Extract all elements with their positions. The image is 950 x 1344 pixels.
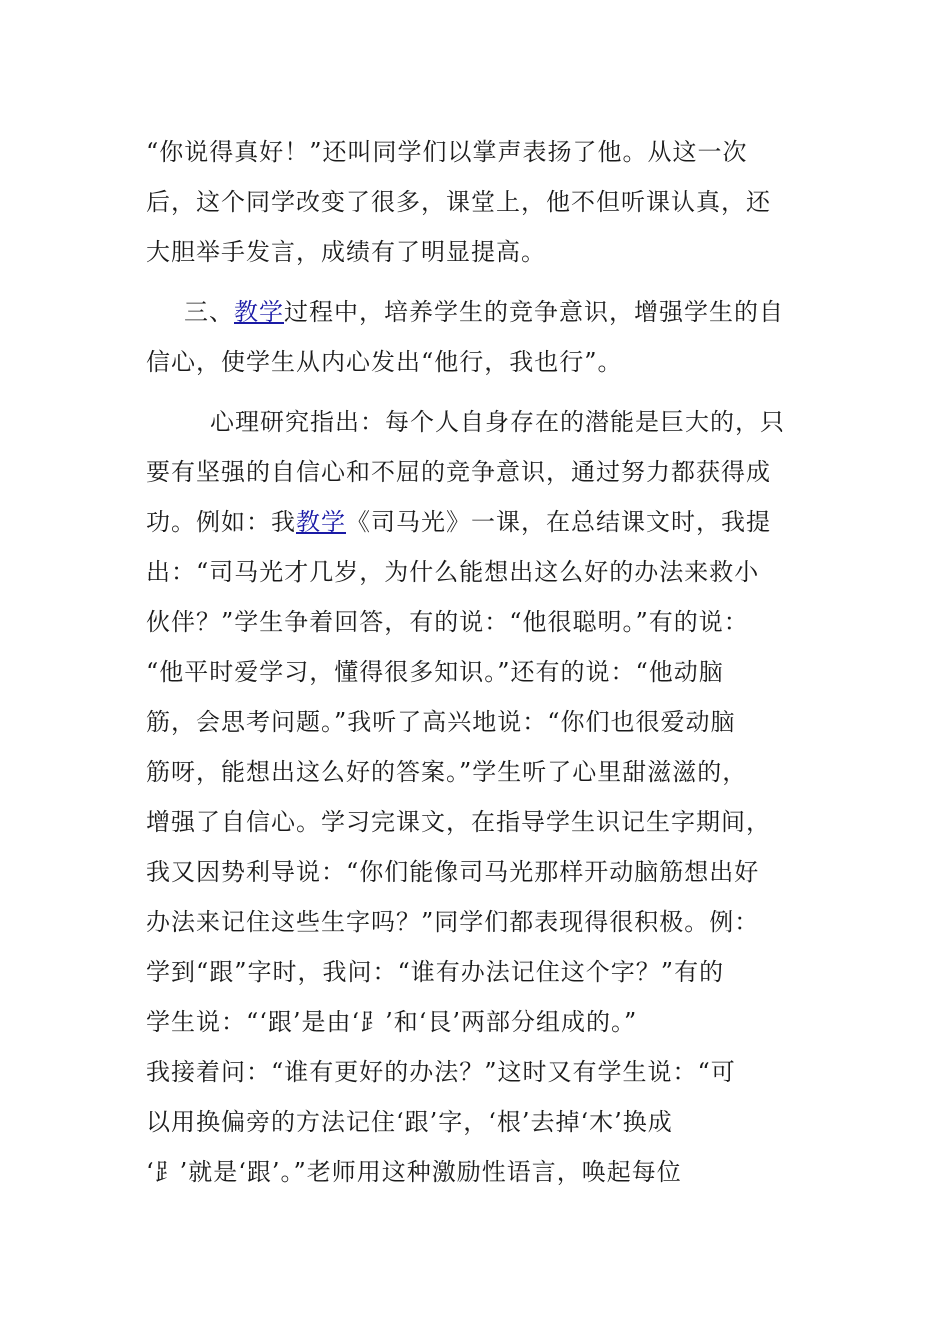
text-line: 学生说：“‘跟’是由‘⻊’和‘艮’两部分组成的。” — [146, 1008, 638, 1036]
text-line: 以用换偏旁的方法记住‘跟’字，‘根’去掉‘木’换成 — [146, 1108, 673, 1136]
text-line: 信心，使学生从内心发出“他行，我也行”。 — [146, 348, 623, 376]
text-line — [146, 502, 806, 542]
link-teaching[interactable]: 教学 — [234, 298, 284, 326]
heading-prefix: 三、 — [184, 298, 234, 326]
section-heading-three — [184, 292, 844, 332]
link-teaching[interactable]: 教学 — [296, 508, 346, 536]
text-segment: 《司马光》一课，在总结课文时，我提 — [346, 508, 771, 536]
text-line: 要有坚强的自信心和不屈的竞争意识，通过努力都获得成 — [146, 458, 771, 486]
text-line: 筋呀，能想出这么好的答案。”学生听了心里甜滋滋的， — [146, 758, 748, 786]
paragraph-start: 心理研究指出：每个人自身存在的潜能是巨大的，只 — [210, 408, 785, 436]
text-segment: 功。例如：我 — [146, 508, 296, 536]
text-line: 办法来记住这些生字吗？”同学们都表现得很积极。例： — [146, 908, 760, 936]
text-line: 增强了自信心。学习完课文，在指导学生识记生字期间， — [146, 808, 771, 836]
text-line: 我又因势利导说：“你们能像司马光那样开动脑筋想出好 — [146, 858, 760, 886]
heading-text: 过程中，培养学生的竞争意识，增强学生的自 — [284, 298, 784, 326]
text-line: 筋，会思考问题。”我听了高兴地说：“你们也很爱动脑 — [146, 708, 736, 736]
text-line: 后，这个同学改变了很多，课堂上，他不但听课认真，还 — [146, 188, 771, 216]
text-line: 伙伴？”学生争着回答，有的说：“他很聪明。”有的说： — [146, 608, 749, 636]
text-line: 学到“跟”字时，我问：“谁有办法记住这个字？”有的 — [146, 958, 725, 986]
text-line: ‘⻊’就是‘跟’。”老师用这种激励性语言，唤起每位 — [146, 1158, 682, 1186]
text-line: 我接着问：“谁有更好的办法？”这时又有学生说：“可 — [146, 1058, 736, 1086]
text-line: 大胆举手发言，成绩有了明显提高。 — [146, 238, 546, 266]
text-line: 出：“司马光才几岁，为什么能想出这么好的办法来救小 — [146, 558, 760, 586]
text-line: “你说得真好！”还叫同学们以掌声表扬了他。从这一次 — [146, 138, 748, 166]
text-line: “他平时爱学习，懂得很多知识。”还有的说：“他动脑 — [146, 658, 724, 686]
